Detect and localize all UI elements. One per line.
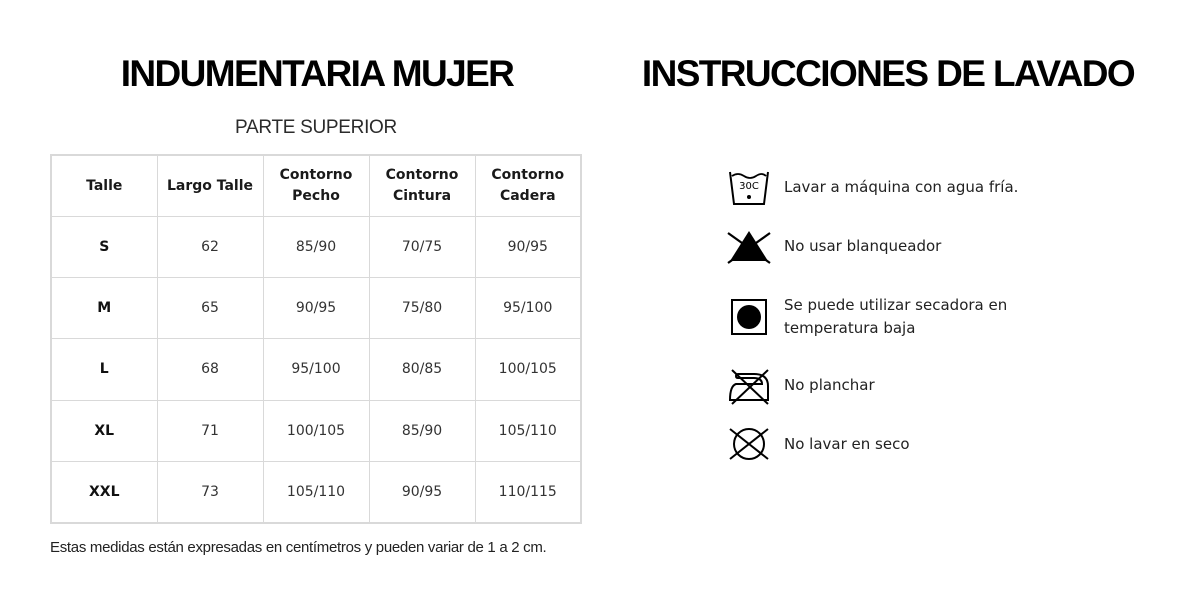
wash-temperature-label: 30C [739, 181, 759, 192]
cintura-cell: 70/75 [369, 217, 475, 278]
pecho-cell: 105/110 [263, 461, 369, 523]
care-text-wash: Lavar a máquina con agua fría. [784, 177, 1019, 196]
no-iron-icon [724, 364, 774, 406]
column-header-contorno-pecho: Contorno Pecho [263, 155, 369, 217]
table-row [51, 278, 581, 339]
care-item-wash [724, 166, 1044, 208]
wash-30c-icon [724, 166, 774, 208]
column-header-largo-talle: Largo Talle [157, 155, 263, 217]
largo-cell: 68 [157, 339, 263, 400]
column-header-contorno-cadera: Contorno Cadera [475, 155, 581, 217]
washing-instructions-title: INSTRUCCIONES DE LAVADO [641, 53, 1135, 94]
column-header-contorno-cintura: Contorno Cintura [369, 155, 475, 217]
size-guide-title: INDUMENTARIA MUJER [120, 53, 514, 94]
care-item-no-iron [724, 364, 1044, 406]
size-cell: XXL [51, 461, 157, 523]
largo-cell: 73 [157, 461, 263, 523]
cintura-cell: 90/95 [369, 461, 475, 523]
table-header-row [51, 155, 581, 217]
largo-cell: 62 [157, 217, 263, 278]
pecho-cell: 95/100 [263, 339, 369, 400]
largo-cell: 71 [157, 400, 263, 461]
size-cell: M [51, 278, 157, 339]
no-dry-clean-icon [724, 423, 774, 465]
care-text-no-iron: No planchar [784, 375, 875, 394]
size-cell: XL [51, 400, 157, 461]
cadera-cell: 105/110 [475, 400, 581, 461]
care-item-no-dry-clean [724, 423, 1044, 465]
care-item-no-bleach [724, 225, 1044, 267]
size-cell: L [51, 339, 157, 400]
largo-cell: 65 [157, 278, 263, 339]
size-cell: S [51, 217, 157, 278]
cintura-cell: 85/90 [369, 400, 475, 461]
measurement-footnote: Estas medidas están expresadas en centímetros y pueden variar de 1 a 2 cm. [50, 539, 547, 556]
table-row [51, 461, 581, 523]
care-text-no-dry-clean: No lavar en seco [784, 434, 910, 453]
pecho-cell: 100/105 [263, 400, 369, 461]
pecho-cell: 90/95 [263, 278, 369, 339]
cadera-cell: 95/100 [475, 278, 581, 339]
care-text-tumble-dry: Se puede utilizar secadora en temperatura baja [784, 296, 1008, 337]
table-row [51, 400, 581, 461]
no-bleach-icon [724, 225, 774, 267]
table-row [51, 339, 581, 400]
cadera-cell: 100/105 [475, 339, 581, 400]
size-guide-subtitle: PARTE SUPERIOR [235, 117, 397, 138]
cadera-cell: 110/115 [475, 461, 581, 523]
tumble-dry-low-icon [724, 296, 774, 338]
care-text-no-bleach: No usar blanqueador [784, 236, 942, 255]
cadera-cell: 90/95 [475, 217, 581, 278]
column-header-talle: Talle [51, 155, 157, 217]
cintura-cell: 80/85 [369, 339, 475, 400]
pecho-cell: 85/90 [263, 217, 369, 278]
care-item-tumble-dry [724, 294, 1044, 340]
table-row [51, 217, 581, 278]
cintura-cell: 75/80 [369, 278, 475, 339]
size-table [50, 154, 582, 524]
